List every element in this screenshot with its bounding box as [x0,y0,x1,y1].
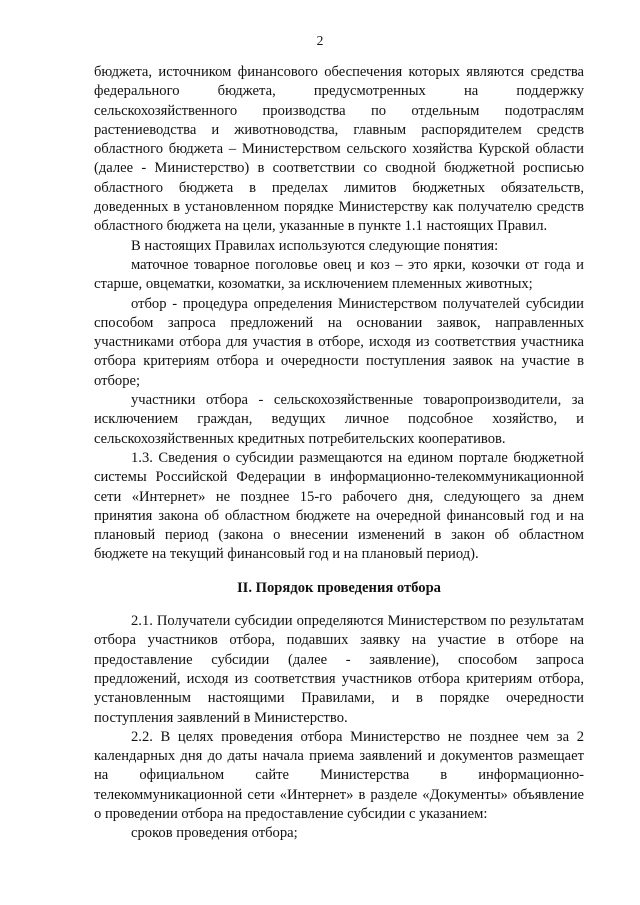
paragraph: 2.1. Получатели субсидии определяются Министерством по результатам отбора участников отбора, подавших заявку на участие в отборе на предоставление субсидии (далее - заявление), способом запроса предложений, исходя из соответствия участников отбора критериям отбора, установленным настоящими Правилами, и в порядке очередности поступления заявлений в Министерство. [94,613,584,726]
page-number: 2 [316,33,324,48]
paragraph: 2.2. В целях проведения отбора Министерство не позднее чем за 2 календарных дня до даты начала приема заявлений и документов размещает на официальном сайте Министерства в информационно-телекоммуникационной сети «Интернет» в разделе «Документы» объявление о проведении отбора на предоставление субсидии с указанием: [94,728,584,822]
paragraph-group-part1 [94,63,584,565]
paragraph-group-part2 [94,612,584,844]
paragraph: 1.3. Сведения о субсидии размещаются на едином портале бюджетной системы Российской Федерации в информационно-телекоммуникационной сети «Интернет» не позднее 15-го рабочего дня, следующего за днем принятия закона об областном бюджете на очередной финансовый год и на плановый период (закона о внесении изменений в закон об областном бюджете на текущий финансовый год и на плановый период). [94,449,584,563]
paragraph: В настоящих Правилах используются следующие понятия: [131,237,499,254]
paragraph: отбор - процедура определения Министерством получателей субсидии способом запроса предложений на основании заявок, направленных участниками отбора для участия в отборе, исходя из соответствия участника отбора критериям отбора и очередности поступления заявок на участие в отборе; [94,295,584,389]
document-body [94,63,584,844]
paragraph: участники отбора - сельскохозяйственные товаропроизводители, за исключением граждан, ведущих личное подсобное хозяйство, и сельскохозяйственных кредитных потребительских кооперативов. [94,392,584,447]
paragraph: бюджета, источником финансового обеспечения которых являются средства федерального бюджета, предусмотренных на поддержку сельскохозяйственного производства по отдельным подотраслям растениеводства и животноводства, главным распорядителем средств областного бюджета – Министерством сельского хозяйства Курской области (далее - Министерство) в соответствии со сводной бюджетной росписью областного бюджета в пределах лимитов бюджетных обязательств, доведенных в установленном порядке Министерству как получателю средств областного бюджета на цели, указанные в пункте 1.1 настоящих Правил. [94,64,584,235]
section-heading: II. Порядок проведения отбора [237,579,441,596]
paragraph: маточное товарное поголовье овец и коз – это ярки, козочки от года и старше, овцематки, козоматки, за исключением племенных животных; [94,256,584,293]
paragraph: сроков проведения отбора; [131,825,298,842]
